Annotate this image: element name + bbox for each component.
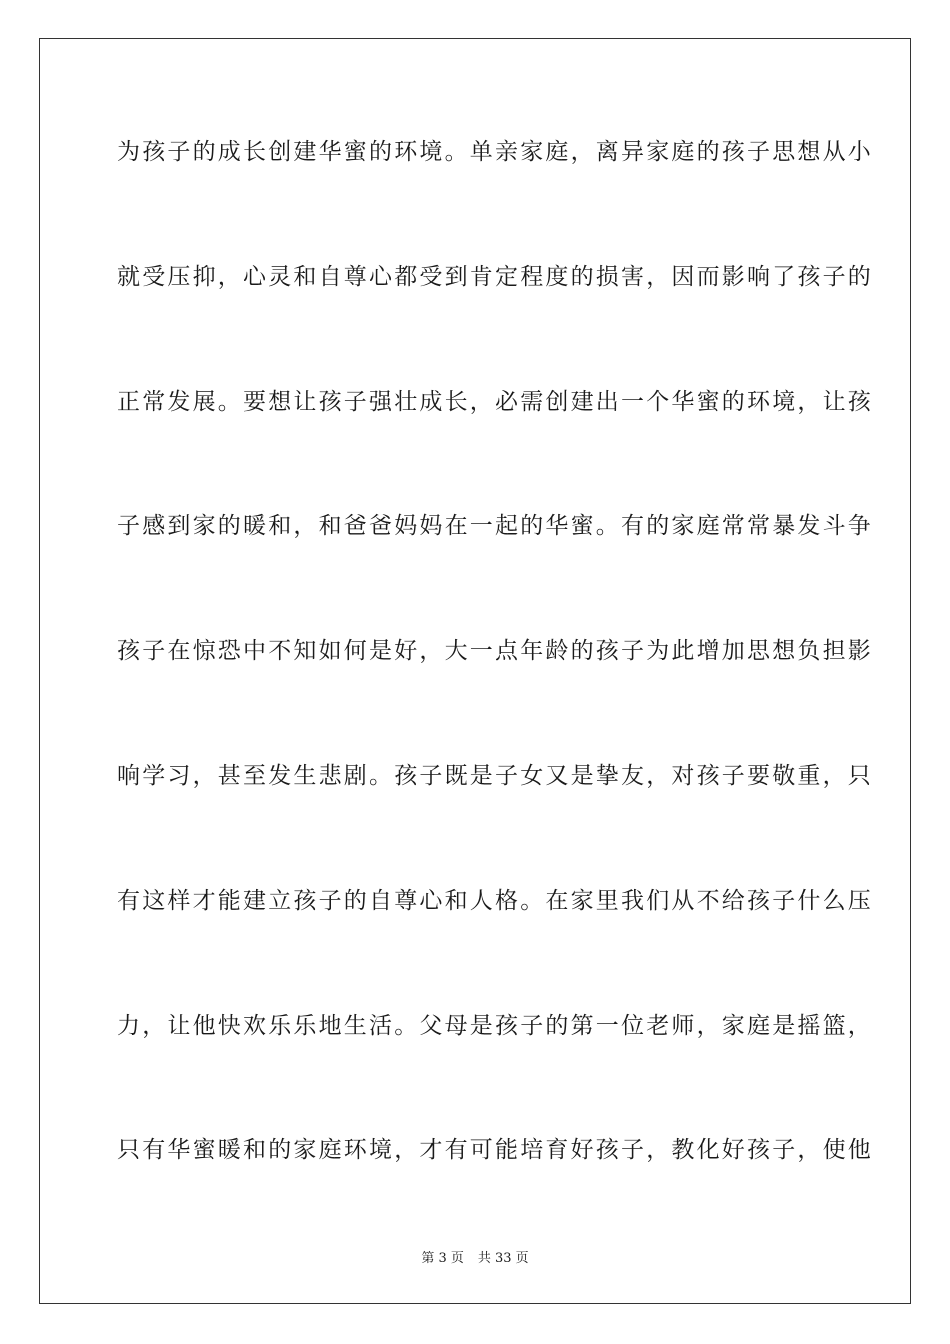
text-line: 只有华蜜暖和的家庭环境，才有可能培育好孩子，教化好孩子，使他 bbox=[117, 1137, 873, 1164]
text-line: 为孩子的成长创建华蜜的环境。单亲家庭，离异家庭的孩子思想从小 bbox=[117, 139, 873, 165]
body-text bbox=[117, 125, 873, 1248]
text-line: 响学习，甚至发生悲剧。孩子既是子女又是挚友，对孩子要敬重，只 bbox=[117, 762, 873, 789]
page-number: 第 3 页 bbox=[421, 1251, 464, 1266]
text-line: 正常发展。要想让孩子强壮成长，必需创建出一个华蜜的环境，让孩 bbox=[117, 388, 873, 415]
text-line: 力，让他快欢乐乐地生活。父母是孩子的第一位老师，家庭是摇篮， bbox=[117, 1012, 873, 1039]
text-line: 就受压抑，心灵和自尊心都受到肯定程度的损害，因而影响了孩子的 bbox=[117, 263, 873, 290]
text-line: 有这样才能建立孩子的自尊心和人格。在家里我们从不给孩子什么压 bbox=[117, 887, 873, 914]
text-line: 孩子在惊恐中不知如何是好，大一点年龄的孩子为此增加思想负担影 bbox=[117, 638, 873, 665]
text-line: 子感到家的暖和，和爸爸妈妈在一起的华蜜。有的家庭常常暴发斗争 bbox=[117, 513, 873, 540]
page-footer bbox=[0, 1247, 950, 1266]
total-pages: 共 33 页 bbox=[477, 1251, 529, 1266]
